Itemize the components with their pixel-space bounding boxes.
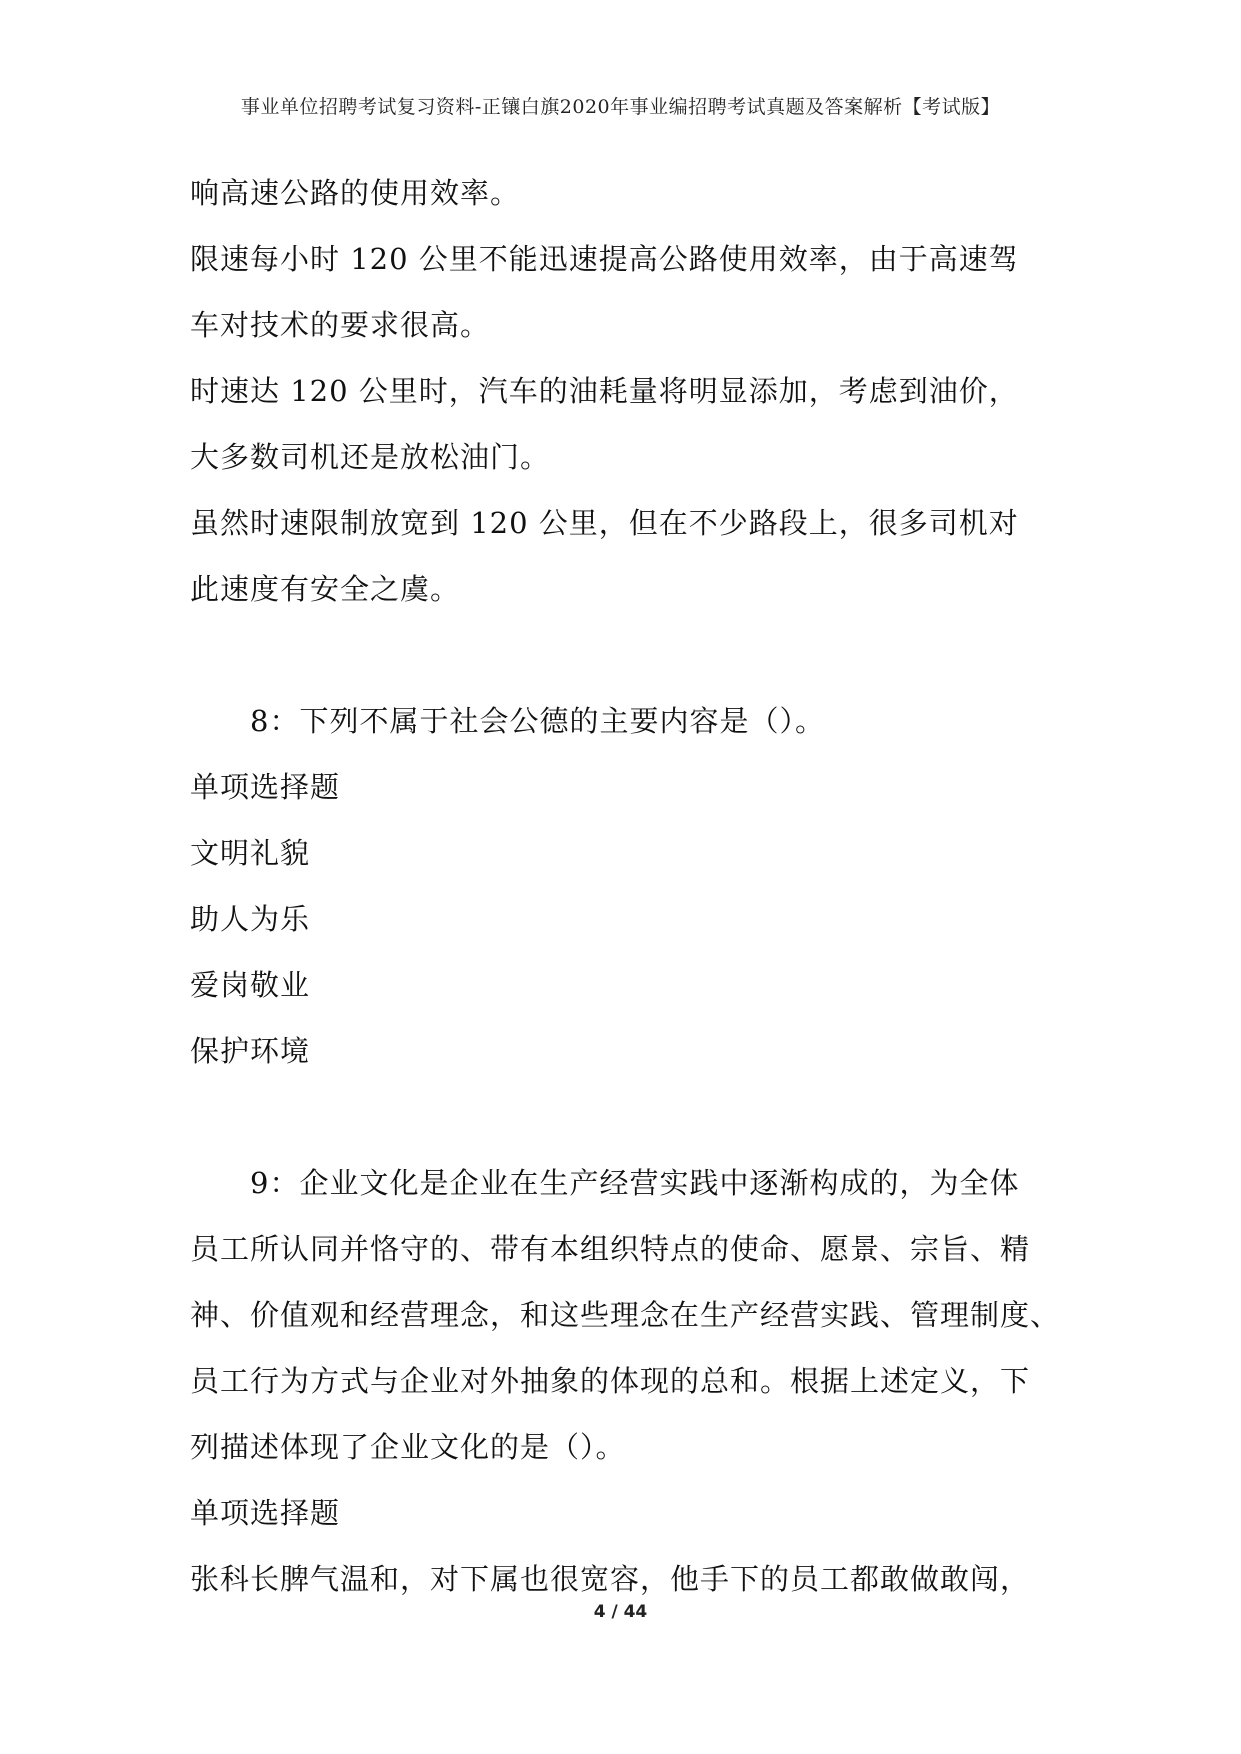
option-line: 响高速公路的使用效率。: [190, 176, 521, 210]
question-8-stem: 8：下列不属于社会公德的主要内容是（）。: [250, 704, 825, 738]
question-8-option-c: 爱岗敬业: [190, 968, 311, 1002]
question-8-type: 单项选择题: [190, 770, 341, 804]
document-header: 事业单位招聘考试复习资料-正镶白旗2020年事业编招聘考试真题及答案解析【考试版】: [240, 96, 1001, 118]
spacer: [190, 1084, 1070, 1150]
page-number: 4 / 44: [593, 1602, 648, 1622]
spacer: [190, 622, 1070, 688]
option-line: 车对技术的要求很高。: [190, 308, 491, 342]
question-9-type: 单项选择题: [190, 1496, 341, 1530]
question-8-option-a: 文明礼貌: [190, 836, 311, 870]
question-9-stem-line: 列描述体现了企业文化的是（）。: [190, 1430, 626, 1464]
option-line: 虽然时速限制放宽到 120 公里，但在不少路段上，很多司机对: [190, 506, 1019, 540]
question-9-stem-line: 9：企业文化是企业在生产经营实践中逐渐构成的，为全体: [250, 1166, 1020, 1200]
question-9-stem-line: 员工行为方式与企业对外抽象的体现的总和。根据上述定义，下: [190, 1364, 1031, 1398]
question-8-option-b: 助人为乐: [190, 902, 311, 936]
option-line: 限速每小时 120 公里不能迅速提高公路使用效率，由于高速驾: [190, 242, 1019, 276]
option-line: 大多数司机还是放松油门。: [190, 440, 551, 474]
question-9-stem-line: 神、价值观和经营理念，和这些理念在生产经营实践、管理制度、: [190, 1298, 1061, 1332]
question-8-option-d: 保护环境: [190, 1034, 311, 1068]
option-line: 此速度有安全之虞。: [190, 572, 461, 606]
question-9-stem-line: 员工所认同并恪守的、带有本组织特点的使命、愿景、宗旨、精: [190, 1232, 1031, 1266]
option-line: 时速达 120 公里时，汽车的油耗量将明显添加，考虑到油价，: [190, 374, 1019, 408]
page-content: [190, 160, 1070, 1612]
question-9-option-a: 张科长脾气温和，对下属也很宽容，他手下的员工都敢做敢闯，: [190, 1562, 1031, 1596]
